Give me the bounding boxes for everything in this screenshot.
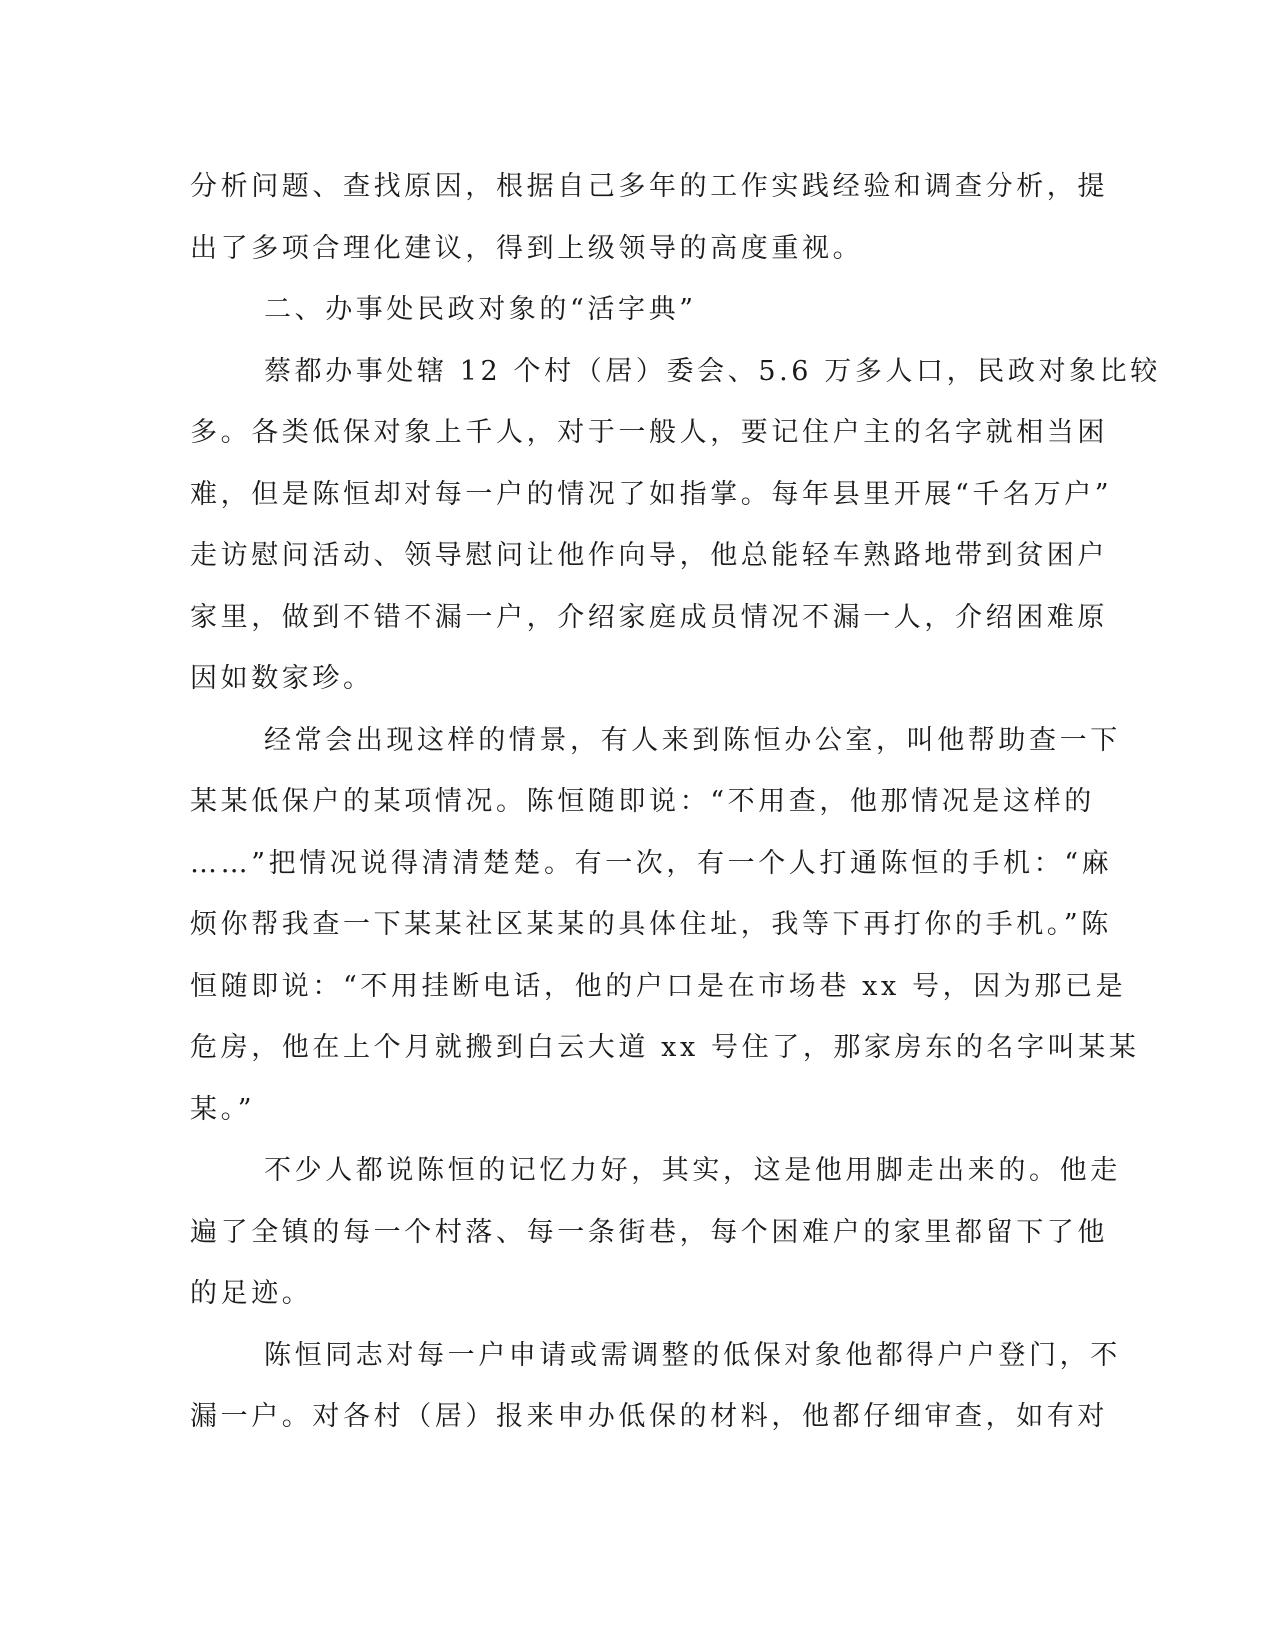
text-line: ……”把情况说得清清楚楚。有一次，有一个人打通陈恒的手机：“麻 (190, 847, 1113, 879)
text-line: 的足迹。 (190, 1278, 313, 1309)
text-line: 家里，做到不错不漏一户，介绍家庭成员情况不漏一人，介绍困难原 (190, 601, 1108, 633)
section-heading: 二、办事处民政对象的“活字典” (264, 294, 697, 325)
text-line: 烦你帮我查一下某某社区某某的具体住址，我等下再打你的手机。”陈 (190, 909, 1112, 940)
text-line: 遍了全镇的每一个村落、每一条街巷，每个困难户的家里都留下了他 (190, 1216, 1108, 1248)
text-line: 出了多项合理化建议，得到上级领导的高度重视。 (190, 232, 864, 264)
document-body (190, 156, 1161, 1448)
text-line: 漏一户。对各村（居）报来申办低保的材料，他都仔细审查，如有对 (190, 1401, 1108, 1432)
text-line: 恒随即说：“不用挂断电话，他的户口是在市场巷 xx 号，因为那已是 (190, 970, 1127, 1002)
text-line: 难，但是陈恒却对每一户的情况了如指掌。每年县里开展“千名万户” (190, 478, 1113, 510)
text-line: 不少人都说陈恒的记忆力好，其实，这是他用脚走出来的。他走 (264, 1155, 1121, 1186)
text-line: 某。” (190, 1093, 256, 1125)
text-line: 走访慰问活动、领导慰问让他作向导，他总能轻车熟路地带到贫困户 (190, 540, 1108, 571)
text-line: 蔡都办事处辖 12 个村（居）委会、5.6 万多人口，民政对象比较 (264, 355, 1161, 387)
text-line: 多。各类低保对象上千人，对于一般人，要记住户主的名字就相当困 (190, 417, 1108, 448)
text-line: 陈恒同志对每一户申请或需调整的低保对象他都得户户登门，不 (264, 1339, 1121, 1371)
text-line: 经常会出现这样的情景，有人来到陈恒办公室，叫他帮助查一下 (264, 724, 1121, 756)
text-line: 某某低保户的某项情况。陈恒随即说：“不用查，他那情况是这样的 (190, 786, 1095, 817)
text-line: 危房，他在上个月就搬到白云大道 xx 号住了，那家房东的名字叫某某 (190, 1032, 1140, 1063)
text-line: 因如数家珍。 (190, 663, 374, 694)
text-line: 分析问题、查找原因，根据自己多年的工作实践经验和调查分析，提 (190, 171, 1108, 202)
